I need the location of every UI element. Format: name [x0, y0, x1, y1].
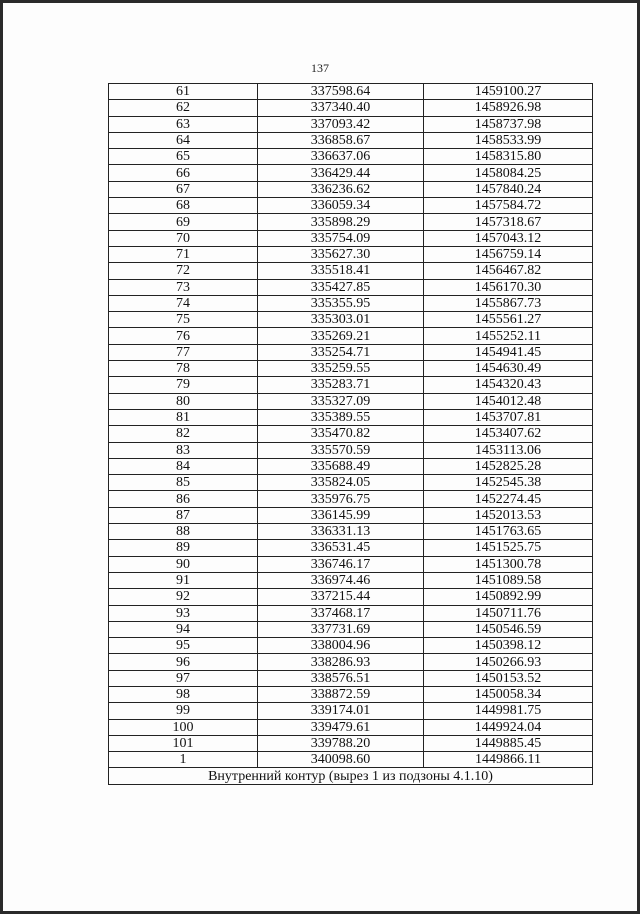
x-coordinate-cell: 335427.85 [258, 279, 424, 295]
x-coordinate-cell: 335518.41 [258, 263, 424, 279]
table-row [109, 524, 593, 540]
y-coordinate-cell: 1449885.45 [424, 735, 593, 751]
y-coordinate-cell: 1450266.93 [424, 654, 593, 670]
x-coordinate-cell: 336531.45 [258, 540, 424, 556]
point-number-cell: 82 [109, 426, 258, 442]
y-coordinate-cell: 1458084.25 [424, 165, 593, 181]
x-coordinate-cell: 336145.99 [258, 507, 424, 523]
y-coordinate-cell: 1455561.27 [424, 312, 593, 328]
y-coordinate-cell: 1450398.12 [424, 638, 593, 654]
y-coordinate-cell: 1457043.12 [424, 230, 593, 246]
y-coordinate-cell: 1450153.52 [424, 670, 593, 686]
table-row [109, 475, 593, 491]
point-number-cell: 1 [109, 752, 258, 768]
y-coordinate-cell: 1449866.11 [424, 752, 593, 768]
point-number-cell: 64 [109, 132, 258, 148]
table-row [109, 686, 593, 702]
x-coordinate-cell: 335898.29 [258, 214, 424, 230]
table-row [109, 589, 593, 605]
x-coordinate-cell: 337340.40 [258, 100, 424, 116]
x-coordinate-cell: 337731.69 [258, 621, 424, 637]
point-number-cell: 98 [109, 686, 258, 702]
x-coordinate-cell: 336858.67 [258, 132, 424, 148]
y-coordinate-cell: 1457840.24 [424, 181, 593, 197]
table-row [109, 84, 593, 100]
table-row [109, 361, 593, 377]
x-coordinate-cell: 335688.49 [258, 458, 424, 474]
point-number-cell: 101 [109, 735, 258, 751]
table-row [109, 556, 593, 572]
table-row [109, 393, 593, 409]
x-coordinate-cell: 335627.30 [258, 246, 424, 262]
table-row [109, 572, 593, 588]
table-row [109, 621, 593, 637]
x-coordinate-cell: 339174.01 [258, 703, 424, 719]
x-coordinate-cell: 339479.61 [258, 719, 424, 735]
table-row [109, 638, 593, 654]
point-number-cell: 81 [109, 409, 258, 425]
y-coordinate-cell: 1455867.73 [424, 295, 593, 311]
point-number-cell: 99 [109, 703, 258, 719]
y-coordinate-cell: 1450546.59 [424, 621, 593, 637]
table-row [109, 507, 593, 523]
table-row [109, 442, 593, 458]
y-coordinate-cell: 1452274.45 [424, 491, 593, 507]
point-number-cell: 72 [109, 263, 258, 279]
table-row [109, 426, 593, 442]
x-coordinate-cell: 336974.46 [258, 572, 424, 588]
point-number-cell: 62 [109, 100, 258, 116]
table-row [109, 458, 593, 474]
table-row [109, 328, 593, 344]
x-coordinate-cell: 337598.64 [258, 84, 424, 100]
y-coordinate-cell: 1452013.53 [424, 507, 593, 523]
x-coordinate-cell: 335269.21 [258, 328, 424, 344]
x-coordinate-cell: 339788.20 [258, 735, 424, 751]
table-row [109, 377, 593, 393]
table-row [109, 149, 593, 165]
point-number-cell: 94 [109, 621, 258, 637]
table-row [109, 409, 593, 425]
point-number-cell: 92 [109, 589, 258, 605]
x-coordinate-cell: 336637.06 [258, 149, 424, 165]
table-row [109, 312, 593, 328]
x-coordinate-cell: 335259.55 [258, 361, 424, 377]
coordinates-table [108, 83, 593, 785]
table-row [109, 491, 593, 507]
x-coordinate-cell: 335824.05 [258, 475, 424, 491]
x-coordinate-cell: 337215.44 [258, 589, 424, 605]
x-coordinate-cell: 338576.51 [258, 670, 424, 686]
y-coordinate-cell: 1457318.67 [424, 214, 593, 230]
y-coordinate-cell: 1457584.72 [424, 198, 593, 214]
y-coordinate-cell: 1458533.99 [424, 132, 593, 148]
table-row [109, 605, 593, 621]
point-number-cell: 95 [109, 638, 258, 654]
y-coordinate-cell: 1453707.81 [424, 409, 593, 425]
x-coordinate-cell: 336059.34 [258, 198, 424, 214]
table-row [109, 344, 593, 360]
point-number-cell: 93 [109, 605, 258, 621]
point-number-cell: 87 [109, 507, 258, 523]
y-coordinate-cell: 1449924.04 [424, 719, 593, 735]
y-coordinate-cell: 1451089.58 [424, 572, 593, 588]
point-number-cell: 70 [109, 230, 258, 246]
point-number-cell: 91 [109, 572, 258, 588]
point-number-cell: 69 [109, 214, 258, 230]
x-coordinate-cell: 335355.95 [258, 295, 424, 311]
table-row [109, 100, 593, 116]
y-coordinate-cell: 1456467.82 [424, 263, 593, 279]
point-number-cell: 66 [109, 165, 258, 181]
x-coordinate-cell: 335470.82 [258, 426, 424, 442]
point-number-cell: 88 [109, 524, 258, 540]
table-row [109, 654, 593, 670]
point-number-cell: 73 [109, 279, 258, 295]
y-coordinate-cell: 1456170.30 [424, 279, 593, 295]
point-number-cell: 71 [109, 246, 258, 262]
y-coordinate-cell: 1451525.75 [424, 540, 593, 556]
x-coordinate-cell: 338004.96 [258, 638, 424, 654]
point-number-cell: 76 [109, 328, 258, 344]
table-row [109, 735, 593, 751]
table-row [109, 263, 593, 279]
point-number-cell: 75 [109, 312, 258, 328]
table-row [109, 165, 593, 181]
table-row [109, 719, 593, 735]
x-coordinate-cell: 335976.75 [258, 491, 424, 507]
point-number-cell: 90 [109, 556, 258, 572]
table-row [109, 246, 593, 262]
y-coordinate-cell: 1450711.76 [424, 605, 593, 621]
point-number-cell: 84 [109, 458, 258, 474]
y-coordinate-cell: 1453407.62 [424, 426, 593, 442]
y-coordinate-cell: 1458737.98 [424, 116, 593, 132]
y-coordinate-cell: 1454320.43 [424, 377, 593, 393]
table-row [109, 230, 593, 246]
x-coordinate-cell: 338286.93 [258, 654, 424, 670]
table-row [109, 214, 593, 230]
point-number-cell: 67 [109, 181, 258, 197]
y-coordinate-cell: 1459100.27 [424, 84, 593, 100]
y-coordinate-cell: 1455252.11 [424, 328, 593, 344]
point-number-cell: 68 [109, 198, 258, 214]
x-coordinate-cell: 335303.01 [258, 312, 424, 328]
y-coordinate-cell: 1451300.78 [424, 556, 593, 572]
point-number-cell: 89 [109, 540, 258, 556]
document-page [3, 3, 637, 911]
x-coordinate-cell: 336331.13 [258, 524, 424, 540]
x-coordinate-cell: 335254.71 [258, 344, 424, 360]
x-coordinate-cell: 335389.55 [258, 409, 424, 425]
x-coordinate-cell: 335283.71 [258, 377, 424, 393]
point-number-cell: 65 [109, 149, 258, 165]
point-number-cell: 74 [109, 295, 258, 311]
y-coordinate-cell: 1454941.45 [424, 344, 593, 360]
y-coordinate-cell: 1450058.34 [424, 686, 593, 702]
y-coordinate-cell: 1451763.65 [424, 524, 593, 540]
point-number-cell: 96 [109, 654, 258, 670]
y-coordinate-cell: 1458926.98 [424, 100, 593, 116]
table-row [109, 752, 593, 768]
point-number-cell: 63 [109, 116, 258, 132]
point-number-cell: 61 [109, 84, 258, 100]
table-row [109, 132, 593, 148]
table-row [109, 116, 593, 132]
x-coordinate-cell: 337468.17 [258, 605, 424, 621]
point-number-cell: 86 [109, 491, 258, 507]
y-coordinate-cell: 1458315.80 [424, 149, 593, 165]
page-number: 137 [311, 61, 329, 75]
x-coordinate-cell: 336429.44 [258, 165, 424, 181]
point-number-cell: 85 [109, 475, 258, 491]
point-number-cell: 79 [109, 377, 258, 393]
table-row [109, 279, 593, 295]
x-coordinate-cell: 335327.09 [258, 393, 424, 409]
y-coordinate-cell: 1456759.14 [424, 246, 593, 262]
point-number-cell: 83 [109, 442, 258, 458]
point-number-cell: 100 [109, 719, 258, 735]
x-coordinate-cell: 335754.09 [258, 230, 424, 246]
table-row [109, 295, 593, 311]
y-coordinate-cell: 1454012.48 [424, 393, 593, 409]
x-coordinate-cell: 336236.62 [258, 181, 424, 197]
x-coordinate-cell: 338872.59 [258, 686, 424, 702]
y-coordinate-cell: 1454630.49 [424, 361, 593, 377]
table-row [109, 540, 593, 556]
x-coordinate-cell: 337093.42 [258, 116, 424, 132]
x-coordinate-cell: 335570.59 [258, 442, 424, 458]
point-number-cell: 97 [109, 670, 258, 686]
y-coordinate-cell: 1450892.99 [424, 589, 593, 605]
table-row [109, 703, 593, 719]
table-footer-row [109, 768, 593, 784]
x-coordinate-cell: 340098.60 [258, 752, 424, 768]
table-row [109, 181, 593, 197]
x-coordinate-cell: 336746.17 [258, 556, 424, 572]
point-number-cell: 78 [109, 361, 258, 377]
y-coordinate-cell: 1453113.06 [424, 442, 593, 458]
y-coordinate-cell: 1452545.38 [424, 475, 593, 491]
contour-caption: Внутренний контур (вырез 1 из подзоны 4.1.10) [109, 768, 593, 784]
table-row [109, 670, 593, 686]
y-coordinate-cell: 1449981.75 [424, 703, 593, 719]
point-number-cell: 77 [109, 344, 258, 360]
point-number-cell: 80 [109, 393, 258, 409]
table-row [109, 198, 593, 214]
y-coordinate-cell: 1452825.28 [424, 458, 593, 474]
